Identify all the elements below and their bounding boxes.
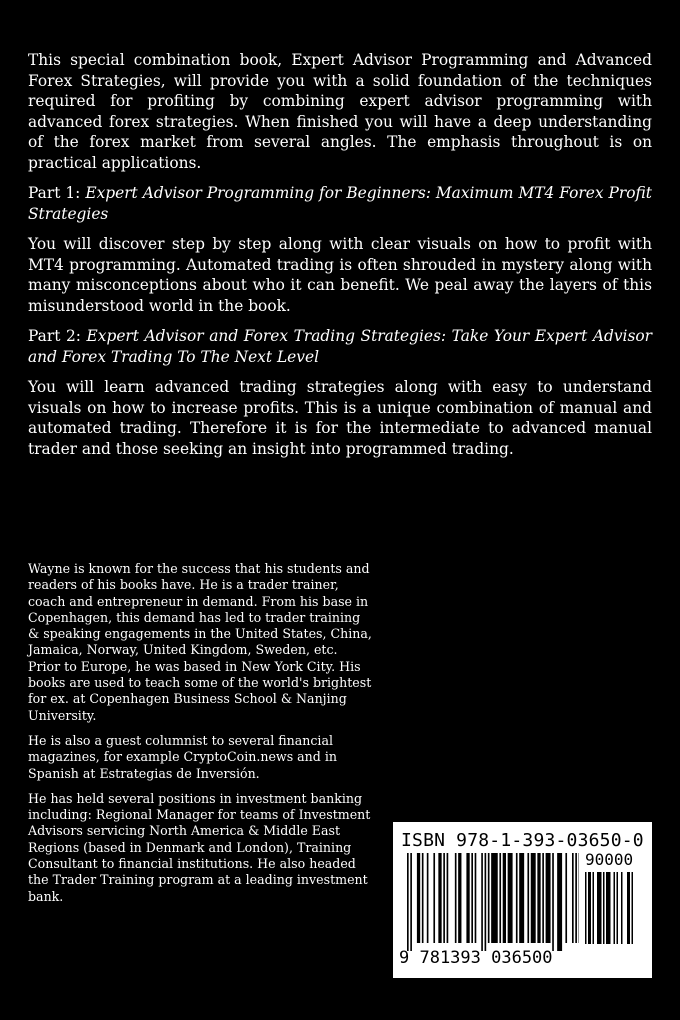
- part1-heading: [28, 183, 652, 224]
- barcode-bar: [499, 853, 501, 943]
- barcode-bar: [542, 853, 544, 943]
- barcode-bar: [593, 872, 595, 944]
- ean-barcode-bars: [407, 853, 579, 951]
- barcode-bar: [627, 872, 630, 944]
- barcode-bar: [588, 872, 591, 944]
- barcode-bar: [603, 872, 605, 944]
- barcode-bar: [407, 853, 409, 951]
- barcode-bar: [438, 853, 441, 943]
- price-addon-digits: 90000: [585, 850, 634, 869]
- part2-heading: [28, 326, 652, 367]
- barcode-bar: [527, 853, 529, 943]
- barcode-bar: [503, 853, 506, 943]
- barcode-bar: [455, 853, 457, 943]
- barcode-bar: [537, 853, 540, 943]
- bio-paragraph-1: Wayne is known for the success that his students and readers of his books have. He is a trader trainer, coach and entrepreneur in demand. From his base in Copenhagen, this demand has led to trader training & speaking engagements in the United States, China, Jamaica, Norway, United Kingdom, Sweden, etc. Prior to Europe, he was based in New York City. His books are used to teach some of the world's brightest for ex. at Copenhagen Business School & Nanjing University.: [28, 561, 372, 723]
- barcode-bar: [557, 853, 562, 951]
- barcode-bar: [417, 853, 420, 943]
- barcode-bar: [614, 872, 616, 944]
- barcode-bar: [427, 853, 429, 943]
- barcode-bar: [466, 853, 469, 943]
- part2-label: Part 2:: [28, 327, 81, 345]
- barcode-bar: [585, 872, 587, 944]
- barcode-bar: [433, 853, 435, 943]
- barcode-bar: [410, 853, 412, 951]
- barcode-bar: [621, 872, 623, 944]
- barcode-bar: [519, 853, 524, 943]
- barcode-bar: [458, 853, 461, 943]
- addon-barcode-bars: [585, 872, 645, 948]
- isbn-label: ISBN 978-1-393-03650-0: [401, 830, 644, 851]
- barcode-bar: [572, 853, 574, 943]
- bio-paragraph-3: He has held several positions in investment banking including: Regional Manager for teams of Investment Advisors servicing North America & Middle East Regions (based in Denmark and London), Training Consultant to financial institutions. He also headed the Trader Training program at a leading investment bank.: [28, 790, 371, 904]
- barcode-bar: [475, 853, 477, 943]
- barcode-bar: [597, 872, 602, 944]
- ean-digits: 9 781393 036500: [399, 948, 553, 968]
- barcode-bar: [516, 853, 518, 943]
- barcode-bar: [447, 853, 449, 943]
- isbn-barcode-box: [393, 822, 652, 978]
- part1-title: Expert Advisor Programming for Beginners: Maximum MT4 Forex Profit Strategies: [28, 184, 652, 223]
- barcode-bar: [491, 853, 498, 943]
- back-cover-description: [28, 50, 652, 469]
- barcode-bar: [552, 853, 554, 951]
- barcode-bar: [531, 853, 536, 943]
- barcode-bar: [488, 853, 490, 943]
- barcode-bar: [422, 853, 424, 943]
- barcode-bar: [565, 853, 567, 943]
- barcode-bar: [617, 872, 619, 944]
- barcode-bar: [508, 853, 513, 943]
- barcode-bar: [481, 853, 483, 951]
- barcode-bar: [632, 872, 634, 944]
- author-bio: [28, 561, 373, 914]
- part1-label: Part 1:: [28, 184, 81, 202]
- barcode-bar: [485, 853, 487, 951]
- part2-description: You will learn advanced trading strategies along with easy to understand visuals on how to increase profits. This is a unique combination of manual and automated trading. Therefore it is for the intermediate to advanced manual trader and those seeking an insight into programmed trading.: [28, 378, 652, 458]
- barcode-bar: [546, 853, 551, 943]
- barcode-bar: [443, 853, 445, 943]
- bio-paragraph-2: He is also a guest columnist to several financial magazines, for example CryptoCoin.news and in Spanish at Estrategias de Inversión.: [28, 732, 338, 781]
- intro-paragraph: This special combination book, Expert Advisor Programming and Advanced Forex Strategies, will provide you with a solid foundation of the techniques required for profiting by combining expert advisor programming with advanced forex strategies. When finished you will have a deep understanding of the forex market from several angles. The emphasis throughout is on practical applications.: [28, 51, 652, 172]
- barcode-bar: [606, 872, 611, 944]
- part2-title: Expert Advisor and Forex Trading Strategies: Take Your Expert Advisor and Forex Trading To The Next Level: [28, 327, 652, 366]
- part1-description: You will discover step by step along with clear visuals on how to profit with MT4 programming. Automated trading is often shrouded in mystery along with many misconceptions about who it can benefit. We peal away the layers of this misunderstood world in the book.: [28, 235, 652, 315]
- barcode-bar: [575, 853, 577, 943]
- barcode-bar: [471, 853, 473, 943]
